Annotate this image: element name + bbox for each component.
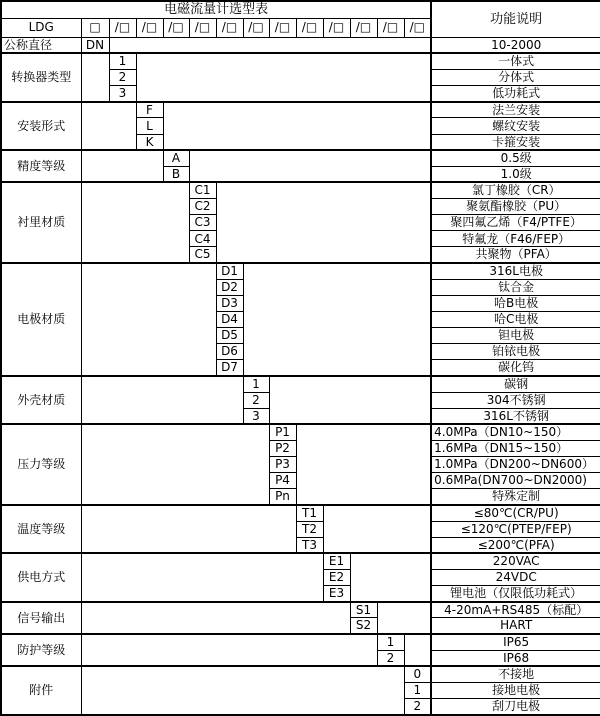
- option-code: C1: [189, 182, 216, 198]
- table-title: 电磁流量计选型表: [1, 1, 431, 18]
- spacer-cell: [163, 102, 431, 150]
- option-function: 220VAC: [431, 553, 600, 569]
- option-code: C2: [189, 199, 216, 215]
- group-label: 防护等级: [1, 634, 81, 666]
- model-code-slash-box: /□: [136, 18, 163, 37]
- option-function: 0.6MPa(DN700~DN2000): [431, 473, 600, 489]
- option-code: D6: [216, 344, 243, 360]
- option-function: 特氟龙（F46/FEP）: [431, 231, 600, 247]
- option-function: 共聚物（PFA）: [431, 247, 600, 263]
- option-code: P1: [269, 424, 296, 440]
- function-column-header: 功能说明: [431, 1, 600, 37]
- spacer-cell: [81, 634, 377, 666]
- option-code: D7: [216, 360, 243, 376]
- group-label: 信号输出: [1, 602, 81, 634]
- option-code: F: [136, 102, 163, 118]
- spacer-cell: [81, 53, 109, 101]
- spacer-cell: [81, 182, 189, 263]
- model-code-box: □: [81, 18, 109, 37]
- option-code: K: [136, 134, 163, 150]
- table-row: [1, 505, 600, 521]
- model-code-slash-box: /□: [296, 18, 323, 37]
- spacer-cell: [350, 553, 431, 601]
- table-row: [1, 53, 600, 69]
- option-function: 碳化钨: [431, 360, 600, 376]
- table-row: [1, 37, 600, 53]
- group-label: 安装形式: [1, 102, 81, 150]
- option-code: D3: [216, 295, 243, 311]
- option-function: 特殊定制: [431, 489, 600, 505]
- group-label: 温度等级: [1, 505, 81, 553]
- table-row: [1, 553, 600, 569]
- option-function: 一体式: [431, 53, 600, 69]
- table-row: [1, 376, 600, 392]
- option-code: D1: [216, 263, 243, 279]
- table-row: [1, 1, 600, 18]
- option-function: 304不锈钢: [431, 392, 600, 408]
- model-prefix: LDG: [1, 18, 81, 37]
- option-function: 1.0级: [431, 166, 600, 182]
- option-code: T1: [296, 505, 323, 521]
- option-code: 1: [404, 682, 431, 698]
- option-function: 钛合金: [431, 279, 600, 295]
- option-code: 2: [377, 650, 404, 666]
- spacer-cell: [81, 666, 404, 715]
- option-function: 哈B电极: [431, 295, 600, 311]
- option-code: E1: [323, 553, 350, 569]
- option-function: 碳钢: [431, 376, 600, 392]
- option-code: 0: [404, 666, 431, 682]
- option-function: ≤80℃(CR/PU): [431, 505, 600, 521]
- option-code: B: [163, 166, 189, 182]
- option-function: 低功耗式: [431, 86, 600, 102]
- spacer-cell: [269, 376, 431, 424]
- option-function: 1.0MPa（DN200~DN600）: [431, 457, 600, 473]
- model-code-slash-box: /□: [189, 18, 216, 37]
- option-function: 316L电极: [431, 263, 600, 279]
- option-function: ≤120℃(PTEP/FEP): [431, 521, 600, 537]
- group-label: 精度等级: [1, 150, 81, 182]
- option-code: 3: [109, 86, 136, 102]
- option-function: ≤200℃(PFA): [431, 537, 600, 553]
- option-code: E2: [323, 569, 350, 585]
- option-code: P4: [269, 473, 296, 489]
- spacer-cell: [81, 376, 243, 424]
- spacer-cell: [296, 424, 431, 505]
- dn-label: 公称直径: [1, 37, 81, 53]
- spacer-cell: [81, 553, 323, 601]
- option-function: 4-20mA+RS485（标配）: [431, 602, 600, 618]
- group-label: 供电方式: [1, 553, 81, 601]
- option-code: 1: [377, 634, 404, 650]
- option-function: 铂铱电极: [431, 344, 600, 360]
- table-row: [1, 102, 600, 118]
- model-code-slash-box: /□: [350, 18, 377, 37]
- option-code: Pn: [269, 489, 296, 505]
- option-function: 聚氨酯橡胶（PU）: [431, 199, 600, 215]
- model-code-slash-box: /□: [404, 18, 431, 37]
- table-row: [1, 182, 600, 198]
- option-function: 接地电极: [431, 682, 600, 698]
- dn-code: DN: [81, 37, 109, 53]
- option-code: D4: [216, 311, 243, 327]
- option-code: A: [163, 150, 189, 166]
- option-code: T2: [296, 521, 323, 537]
- option-code: P3: [269, 457, 296, 473]
- group-label: 转换器类型: [1, 53, 81, 101]
- option-function: 不接地: [431, 666, 600, 682]
- model-code-slash-box: /□: [243, 18, 269, 37]
- option-function: 螺纹安装: [431, 118, 600, 134]
- option-function: 0.5级: [431, 150, 600, 166]
- spacer-cell: [81, 150, 163, 182]
- model-code-slash-box: /□: [109, 18, 136, 37]
- group-label: 压力等级: [1, 424, 81, 505]
- option-function: 刮刀电极: [431, 698, 600, 715]
- option-function: 钽电极: [431, 328, 600, 344]
- option-code: D5: [216, 328, 243, 344]
- option-function: 卡箍安装: [431, 134, 600, 150]
- table-row: [1, 634, 600, 650]
- option-code: E3: [323, 586, 350, 602]
- spacer-cell: [189, 150, 431, 182]
- option-code: C3: [189, 215, 216, 231]
- model-code-slash-box: /□: [323, 18, 350, 37]
- option-function: 哈C电极: [431, 311, 600, 327]
- option-function: 氯丁橡胶（CR）: [431, 182, 600, 198]
- spacer-cell: [81, 602, 350, 634]
- spacer-cell: [136, 53, 431, 101]
- spacer-cell: [216, 182, 431, 263]
- spacer-cell: [81, 102, 136, 150]
- model-code-slash-box: /□: [163, 18, 189, 37]
- spacer-cell: [109, 37, 431, 53]
- option-function: 4.0MPa（DN10~150）: [431, 424, 600, 440]
- option-code: L: [136, 118, 163, 134]
- spacer-cell: [323, 505, 431, 553]
- model-code-slash-box: /□: [377, 18, 404, 37]
- option-code: 2: [109, 70, 136, 86]
- option-code: 1: [109, 53, 136, 69]
- table-row: [1, 602, 600, 618]
- option-function: 聚四氟乙烯（F4/PTFE）: [431, 215, 600, 231]
- option-function: IP65: [431, 634, 600, 650]
- option-code: S2: [350, 618, 377, 634]
- option-function: HART: [431, 618, 600, 634]
- table-row: [1, 150, 600, 166]
- option-code: 1: [243, 376, 269, 392]
- option-code: C4: [189, 231, 216, 247]
- option-function: IP68: [431, 650, 600, 666]
- table-row: [1, 424, 600, 440]
- spacer-cell: [404, 634, 431, 666]
- option-code: 3: [243, 408, 269, 424]
- group-label: 外壳材质: [1, 376, 81, 424]
- option-function: 316L不锈钢: [431, 408, 600, 424]
- option-function: 1.6MPa（DN15~150）: [431, 440, 600, 456]
- option-code: 2: [243, 392, 269, 408]
- dn-range: 10-2000: [431, 37, 600, 53]
- option-code: P2: [269, 440, 296, 456]
- option-function: 24VDC: [431, 569, 600, 585]
- option-function: 分体式: [431, 70, 600, 86]
- group-label: 衬里材质: [1, 182, 81, 263]
- option-code: S1: [350, 602, 377, 618]
- spacer-cell: [243, 263, 431, 376]
- model-code-slash-box: /□: [269, 18, 296, 37]
- option-code: D2: [216, 279, 243, 295]
- group-label: 电极材质: [1, 263, 81, 376]
- option-code: 2: [404, 698, 431, 715]
- spacer-cell: [377, 602, 431, 634]
- model-code-slash-box: /□: [216, 18, 243, 37]
- spacer-cell: [81, 424, 269, 505]
- option-code: T3: [296, 537, 323, 553]
- spacer-cell: [81, 505, 296, 553]
- group-label: 附件: [1, 666, 81, 715]
- option-function: 锂电池（仅限低功耗式）: [431, 586, 600, 602]
- table-row: [1, 263, 600, 279]
- option-function: 法兰安装: [431, 102, 600, 118]
- spacer-cell: [81, 263, 216, 376]
- table-row: [1, 666, 600, 682]
- option-code: C5: [189, 247, 216, 263]
